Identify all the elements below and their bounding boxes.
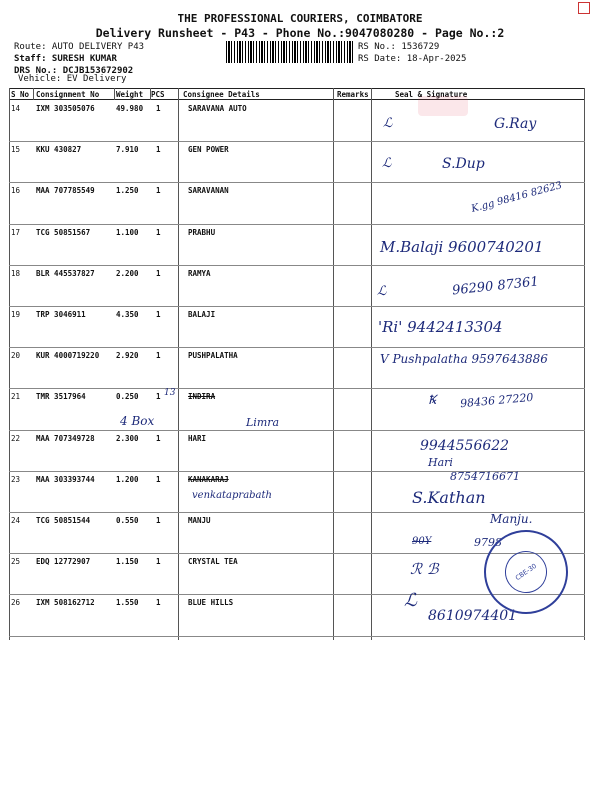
- handwritten-signature: Ꝅ: [428, 393, 437, 408]
- cell-pcs: 1: [156, 104, 161, 113]
- cell-pcs: 1: [156, 145, 161, 155]
- route-label: Route: AUTO DELIVERY P43: [14, 42, 145, 52]
- cell-weight: 1.150: [116, 557, 139, 567]
- cell-consignee: MANJU: [188, 516, 211, 525]
- col-header-consignee: Consignee Details: [183, 90, 260, 99]
- cell-consignee: RAMYA: [188, 268, 211, 278]
- handwritten-signature: M.Balaji 9600740201: [380, 238, 544, 256]
- cell-consignment: BLR 445537827: [36, 268, 95, 278]
- col-divider: [333, 88, 334, 640]
- cell-consignment: IXM 303505076: [36, 104, 95, 113]
- cell-consignee: KANAKARAJ: [188, 474, 229, 484]
- handwritten-signature: ℒ: [404, 590, 417, 611]
- cell-consignee: BALAJI: [188, 310, 216, 319]
- cell-pcs: 1: [156, 310, 161, 319]
- col-header-consignment: Consignment No: [36, 90, 100, 99]
- seal-center: CBE-30: [497, 543, 555, 601]
- col-divider: [178, 88, 179, 640]
- staff-label: Staff: SURESH KUMAR: [14, 54, 117, 64]
- cell-pcs: 1: [156, 268, 161, 278]
- handwritten-signature: S.Kathan: [412, 488, 486, 507]
- handwritten-signature: 9798: [474, 536, 502, 549]
- col-divider: [33, 88, 34, 100]
- cell-pcs: 1: [156, 598, 161, 608]
- handwritten-note: 4 Box: [120, 414, 155, 428]
- cell-weight: 49.980: [116, 104, 144, 113]
- company-title: THE PROFESSIONAL COURIERS, COIMBATORE: [177, 12, 423, 25]
- handwritten-signature: ℒ: [382, 156, 392, 171]
- handwritten-signature: G.Ray: [494, 116, 537, 132]
- cell-consignee: CRYSTAL TEA: [188, 557, 238, 567]
- handwritten-signature: 90Y: [412, 536, 432, 547]
- cell-consignee: INDIRA: [188, 392, 216, 402]
- handwritten-note: venkataprabath: [192, 490, 272, 501]
- cell-weight: 0.550: [116, 516, 139, 525]
- handwritten-note: 13: [164, 388, 176, 398]
- row-divider: [9, 265, 585, 266]
- col-divider: [9, 88, 10, 640]
- cell-weight: 2.200: [116, 268, 139, 278]
- col-divider: [371, 88, 372, 640]
- cell-sno: 22: [11, 433, 21, 443]
- rs-date: RS Date: 18-Apr-2025: [358, 54, 467, 64]
- cell-sno: 15: [11, 145, 21, 155]
- cell-consignment: MAA 707785549: [36, 186, 95, 196]
- handwritten-signature: 96290 87361: [451, 274, 540, 299]
- handwritten-signature: V Pushpalatha 9597643886: [380, 352, 548, 366]
- cell-sno: 18: [11, 268, 21, 278]
- col-divider: [114, 88, 115, 100]
- handwritten-note: Limra: [246, 416, 280, 429]
- cell-sno: 26: [11, 598, 21, 608]
- cell-weight: 0.250: [116, 392, 139, 402]
- row-divider: [9, 347, 585, 348]
- cell-consignment: MAA 707349728: [36, 433, 95, 443]
- cell-consignment: TRP 3046911: [36, 310, 86, 319]
- col-header-weight: Weight: [116, 90, 144, 99]
- cell-consignee: HARI: [188, 433, 207, 443]
- handwritten-signature: 8754716671: [450, 470, 520, 483]
- cell-consignment: MAA 303393744: [36, 474, 95, 484]
- cell-sno: 21: [11, 392, 21, 402]
- cell-sno: 23: [11, 474, 21, 484]
- cell-consignment: TCG 50851567: [36, 227, 91, 237]
- cell-consignment: KUR 4000719220: [36, 351, 100, 361]
- cell-pcs: 1: [156, 351, 161, 361]
- barcode: [226, 41, 353, 63]
- handwritten-signature: 'Ri' 9442413304: [378, 318, 503, 336]
- cell-sno: 14: [11, 104, 21, 113]
- cell-pcs: 1: [156, 186, 161, 196]
- cell-consignment: EDQ 12772907: [36, 557, 91, 567]
- cell-consignee: PUSHPALATHA: [188, 351, 238, 361]
- cell-pcs: 1: [156, 433, 161, 443]
- cell-weight: 1.100: [116, 227, 139, 237]
- cell-sno: 19: [11, 310, 21, 319]
- cell-weight: 1.550: [116, 598, 139, 608]
- table-top-border: [9, 88, 585, 89]
- cell-sno: 24: [11, 516, 21, 525]
- cell-pcs: 1: [156, 392, 161, 402]
- cell-consignee: GEN POWER: [188, 145, 229, 155]
- vehicle-label: Vehicle: EV Delivery: [18, 74, 127, 84]
- runsheet-subtitle: Delivery Runsheet - P43 - Phone No.:9047080280 - Page No.:2: [95, 26, 505, 40]
- cell-pcs: 1: [156, 474, 161, 484]
- drs-number: DRS No.: DCJB153672902: [14, 66, 134, 76]
- cell-pcs: 1: [156, 557, 161, 567]
- cell-pcs: 1: [156, 516, 161, 525]
- row-divider: [9, 636, 585, 637]
- col-divider: [584, 88, 585, 640]
- handwritten-signature: S.Dup: [442, 156, 485, 172]
- col-header-pcs: PCS: [151, 90, 165, 99]
- handwritten-signature: 9944556622: [420, 438, 510, 454]
- handwritten-signature: 8610974401: [428, 608, 518, 624]
- cell-sno: 25: [11, 557, 21, 567]
- cell-sno: 17: [11, 227, 21, 237]
- row-divider: [9, 141, 585, 142]
- rs-number: RS No.: 1536729: [358, 42, 440, 52]
- cell-weight: 4.350: [116, 310, 139, 319]
- cell-consignee: PRABHU: [188, 227, 216, 237]
- cell-weight: 2.300: [116, 433, 139, 443]
- cell-consignment: TCG 50851544: [36, 516, 91, 525]
- cell-consignee: SARAVANA AUTO: [188, 104, 247, 113]
- row-divider: [9, 182, 585, 183]
- row-divider: [9, 388, 585, 389]
- handwritten-signature: 98436 27220: [459, 390, 534, 411]
- table-header-border: [9, 99, 585, 100]
- col-header-seal: Seal & Signature: [395, 90, 468, 99]
- cell-consignment: IXM 508162712: [36, 598, 95, 608]
- cell-weight: 7.910: [116, 145, 139, 155]
- cell-weight: 1.200: [116, 474, 139, 484]
- row-divider: [9, 430, 585, 431]
- cell-weight: 2.920: [116, 351, 139, 361]
- handwritten-signature: Hari: [428, 456, 453, 469]
- row-divider: [9, 306, 585, 307]
- cell-pcs: 1: [156, 227, 161, 237]
- cell-consignee: SARAVANAN: [188, 186, 229, 196]
- handwritten-signature: Manju.: [490, 512, 533, 526]
- col-header-remarks: Remarks: [337, 90, 369, 99]
- cell-consignment: KKU 430827: [36, 145, 82, 155]
- handwritten-signature: ℒ: [377, 284, 387, 299]
- cell-weight: 1.250: [116, 186, 139, 196]
- faint-stamp: [418, 96, 468, 116]
- cell-sno: 16: [11, 186, 21, 196]
- handwritten-signature: ℒ: [383, 116, 393, 131]
- cell-consignment: TMR 3517964: [36, 392, 86, 402]
- col-header-sno: S No: [11, 90, 30, 99]
- handwritten-signature: K.gg 98416 82623: [470, 180, 564, 215]
- cell-sno: 20: [11, 351, 21, 361]
- handwritten-signature: ℛ ℬ: [410, 560, 439, 578]
- row-divider: [9, 224, 585, 225]
- cell-consignee: BLUE HILLS: [188, 598, 234, 608]
